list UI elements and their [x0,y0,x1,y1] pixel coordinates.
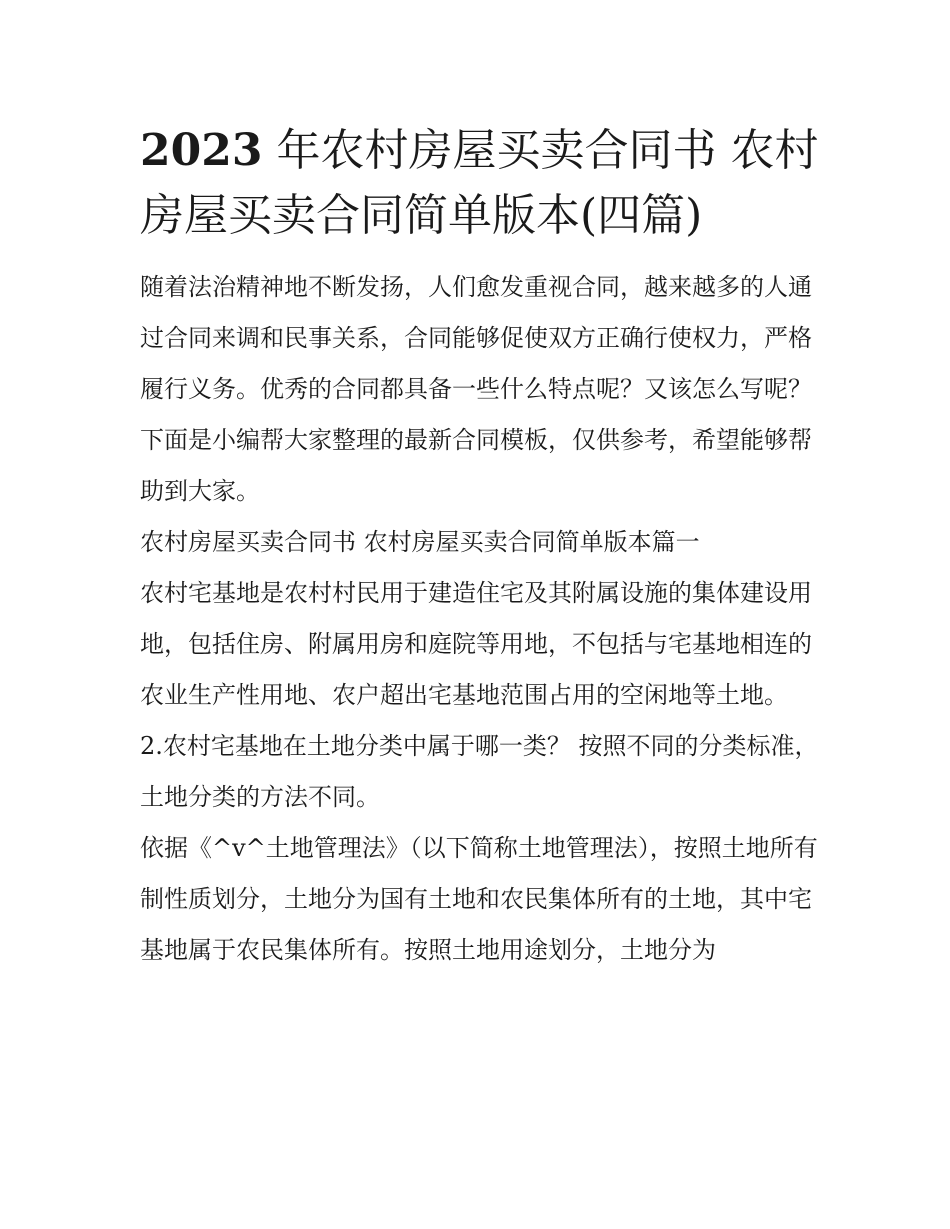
title-year: 2023 [140,125,263,176]
intro-paragraph: 随着法治精神地不断发扬，人们愈发重视合同，越来越多的人通过合同来调和民事关系，合同能够促使双方正确行使权力，严格履行义务。优秀的合同都具备一些什么特点呢？又该怎么写呢？下面是小编帮大家整理的最新合同模板，仅供参考，希望能够帮助到大家。 [140,273,812,505]
body-paragraph: 依据《^v^土地管理法》（以下简称土地管理法），按照土地所有制性质划分，土地分为国有土地和农民集体所有的土地，其中宅基地属于农民集体所有。按照土地用途划分，土地分为 [140,834,818,964]
body-paragraph: 2.农村宅基地在土地分类中属于哪一类？ 按照不同的分类标准，土地分类的方法不同。 [140,732,819,811]
section-heading: 农村房屋买卖合同书 农村房屋买卖合同简单版本篇一 [140,528,700,556]
title-text: 年农村房屋买卖合同书 农村房屋买卖合同简单版本(四篇) [140,125,819,241]
document-body [140,118,820,976]
document-title [140,118,820,248]
body-paragraph: 农村宅基地是农村村民用于建造住宅及其附属设施的集体建设用地，包括住房、附属用房和庭院等用地，不包括与宅基地相连的农业生产性用地、农户超出宅基地范围占用的空闲地等土地。 [140,579,812,709]
